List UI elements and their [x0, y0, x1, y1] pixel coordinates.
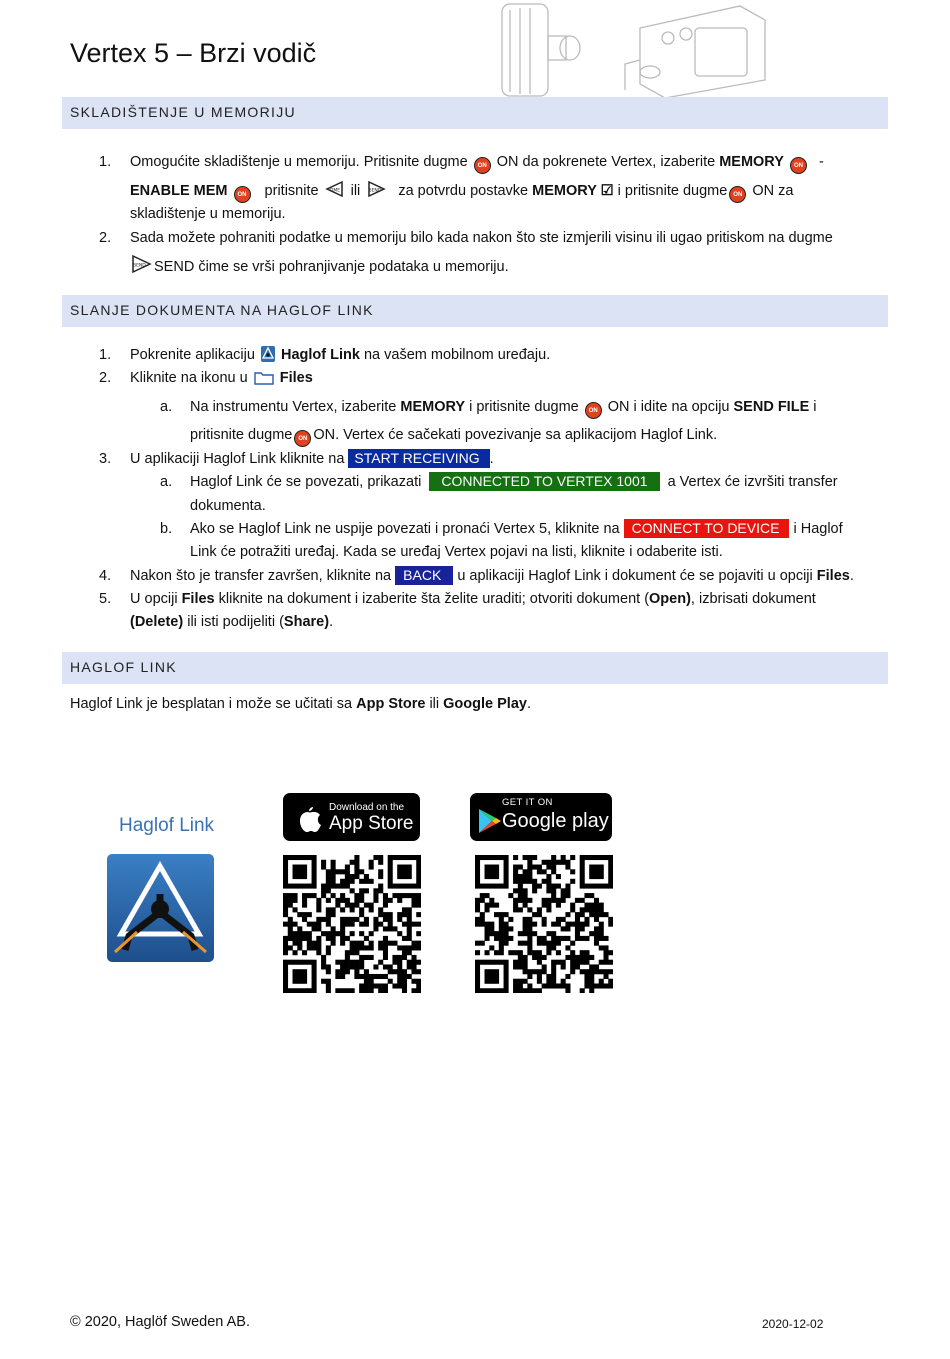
list-item: Sada možete pohraniti podatke u memoriju bilo kada nakon što ste izmjerili visinu ili ugao pritiskom na dugme	[130, 230, 833, 246]
on-button-icon: ON	[585, 402, 602, 419]
on-button-icon: ON	[790, 157, 807, 174]
vertex-device-illustration	[490, 0, 780, 98]
list-item-continued: ENABLE MEM ON pritisnite DME ili SEND za potvrdu postavke MEMORY ☑ i pritisnite dugme ON ON za	[130, 180, 793, 203]
app-store-badge[interactable]: Download on the App Store	[283, 793, 420, 841]
on-button-icon: ON	[474, 157, 491, 174]
list-letter: a.	[160, 474, 173, 490]
list-item-continued: pritisnite dugme ON ON. Vertex će sačekati povezivanje sa aplikacijom Haglof Link.	[190, 425, 717, 447]
list-number: 1.	[99, 347, 112, 363]
list-item: U aplikaciji Haglof Link kliknite na START RECEIVING .	[130, 450, 494, 467]
section-title: SLANJE DOKUMENTA NA HAGLOF LINK	[70, 302, 374, 318]
section-title: HAGLOF LINK	[70, 659, 177, 675]
section-header-link	[62, 652, 888, 684]
list-item: Haglof Link će se povezati, prikazati CONNECTED TO VERTEX 1001 a Vertex će izvršiti transfer	[190, 473, 838, 490]
send-button-icon	[366, 180, 386, 198]
google-play-icon	[477, 807, 503, 835]
list-letter: b.	[160, 521, 173, 537]
start-receiving-button[interactable]: START RECEIVING	[348, 449, 489, 468]
list-item: Ako se Haglof Link ne uspije povezati i pronaći Vertex 5, kliknite na CONNECT TO DEVICE i Haglof	[190, 520, 843, 537]
connect-to-device-button[interactable]: CONNECT TO DEVICE	[624, 519, 790, 538]
google-play-qr-code	[475, 855, 613, 993]
haglof-link-app-label: Haglof Link	[119, 815, 215, 836]
svg-text:SEND: SEND	[369, 188, 382, 194]
on-button-icon: ON	[294, 430, 311, 447]
list-number: 3.	[99, 451, 112, 467]
list-number: 2.	[99, 370, 112, 386]
list-item: Omogućite skladištenje u memoriju. Pritisnite dugme ON ON da pokrenete Vertex, izaberite MEMORY ON -	[130, 152, 824, 174]
page-title: Vertex 5 – Brzi vodič	[70, 38, 317, 68]
list-item-continued: dokumenta.	[190, 498, 266, 514]
svg-text:SEND: SEND	[133, 263, 146, 269]
section-header-memory	[62, 97, 888, 129]
list-item: Kliknite na ikonu u Files	[130, 370, 313, 386]
list-letter: a.	[160, 399, 173, 415]
svg-text:DME: DME	[329, 188, 340, 194]
haglof-link-description: Haglof Link je besplatan i može se učitati sa App Store ili Google Play.	[70, 696, 531, 712]
haglof-link-app-icon	[261, 346, 275, 362]
connected-status-badge: CONNECTED TO VERTEX 1001	[429, 472, 659, 491]
apple-icon	[295, 801, 321, 833]
footer-copyright: © 2020, Haglöf Sweden AB.	[70, 1314, 250, 1330]
google-play-badge[interactable]: GET IT ON Google play	[470, 793, 612, 841]
list-number: 5.	[99, 591, 112, 607]
list-item: Nakon što je transfer završen, kliknite na BACK u aplikaciji Haglof Link i dokument će se pojaviti u opciji Files.	[130, 567, 854, 584]
haglof-link-logo-icon	[107, 854, 214, 962]
list-item: Na instrumentu Vertex, izaberite MEMORY i pritisnite dugme ON ON i idite na opciju SEND FILE i	[190, 397, 817, 419]
folder-icon	[254, 370, 274, 385]
list-item-continued: SEND SEND čime se vrši pohranjivanje podataka u memoriju.	[128, 254, 509, 277]
footer-date: 2020-12-02	[762, 1317, 824, 1331]
list-number: 1.	[99, 154, 112, 170]
send-button-icon	[130, 254, 152, 274]
back-button[interactable]: BACK	[395, 566, 453, 585]
list-number: 4.	[99, 568, 112, 584]
list-number: 2.	[99, 230, 112, 246]
app-store-qr-code	[283, 855, 421, 993]
on-button-icon: ON	[729, 186, 746, 203]
list-item-continued: (Delete) ili isti podijeliti (Share).	[130, 614, 334, 630]
arrow-left-button-icon	[325, 180, 345, 198]
list-item: Pokrenite aplikaciju Haglof Link na vašem mobilnom uređaju.	[130, 347, 551, 363]
section-title: SKLADIŠTENJE U MEMORIJU	[70, 104, 296, 120]
list-item-continued: skladištenje u memoriju.	[130, 206, 286, 222]
list-item-continued: Link će potražiti uređaj. Kada se uređaj Vertex pojavi na listi, kliknite i odaberite isti.	[190, 544, 723, 560]
list-item: U opciji Files kliknite na dokument i izaberite šta želite uraditi; otvoriti dokument (Open), izbrisati dokument	[130, 591, 816, 607]
on-button-icon: ON	[234, 186, 251, 203]
section-header-send	[62, 295, 888, 327]
